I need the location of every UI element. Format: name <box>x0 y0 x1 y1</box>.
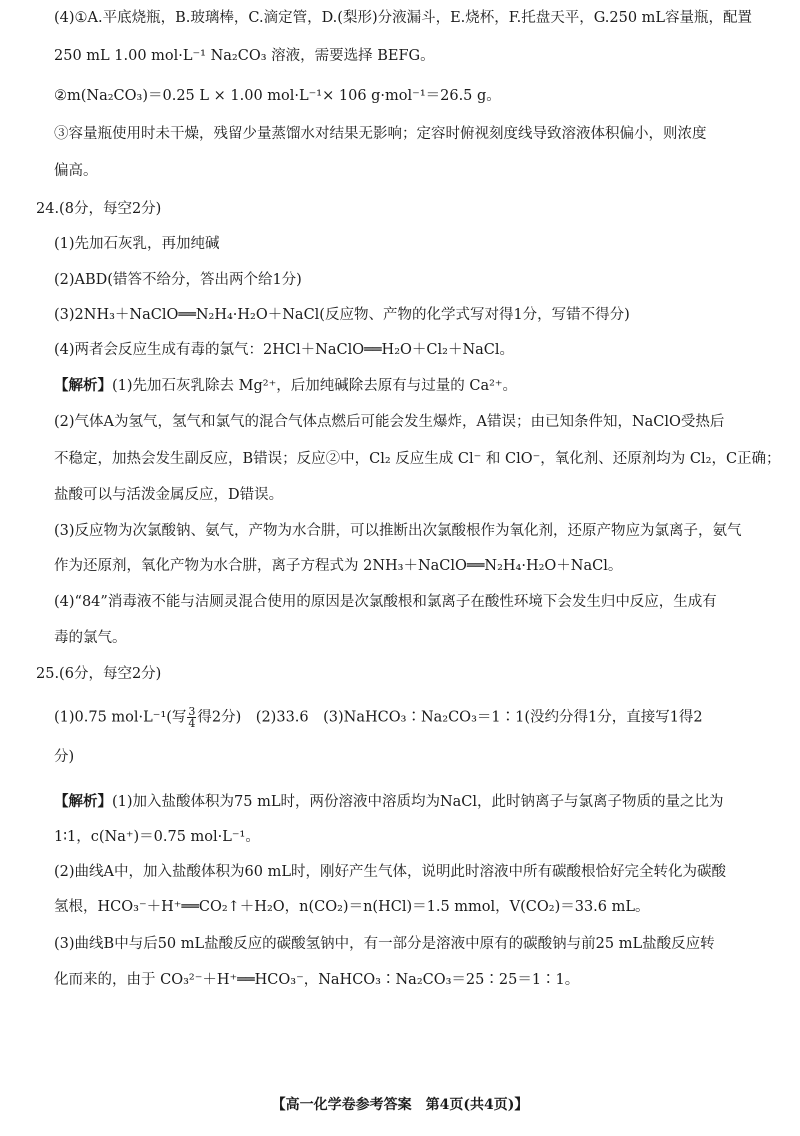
q23-p4-line1: (4)①A.平底烧瓶，B.玻璃棒，C.滴定管，D.(梨形)分液漏斗，E.烧杯，F.托盘天平，G.250 mL容量瓶，配置 <box>54 10 753 26</box>
q24-analysis-4a: (4)“84”消毒液不能与洁厕灵混合使用的原因是次氯酸根和氯离子在酸性环境下会发生归中反应，生成有 <box>54 594 717 610</box>
q25-analysis-3a: (3)曲线B中与后50 mL盐酸反应的碳酸氢钠中，有一部分是溶液中原有的碳酸钠与前25 mL盐酸反应转 <box>54 936 715 952</box>
analysis-tag: 【解析】 <box>54 377 112 394</box>
fraction-numerator: 3 <box>188 705 196 718</box>
fraction-denominator: 4 <box>188 717 196 730</box>
q23-p4-mass: ②m(Na₂CO₃)＝0.25 L × 1.00 mol·L⁻¹× 106 g·mol⁻¹＝26.5 g。 <box>54 88 501 104</box>
q25-analysis-1a-text: (1)加入盐酸体积为75 mL时，两份溶液中溶质均为NaCl，此时钠离子与氯离子物质的量之比为 <box>112 794 724 810</box>
q24-analysis-3b: 作为还原剂，氧化产物为水合肼，离子方程式为 2NH₃＋NaClO══N₂H₄·H₂O＋NaCl。 <box>54 558 623 574</box>
q25-analysis-1b: 1∶1，c(Na⁺)＝0.75 mol·L⁻¹。 <box>54 829 260 845</box>
q25-answers <box>54 706 703 729</box>
q25-header: 25.(6分，每空2分) <box>36 666 162 682</box>
q24-analysis-3a: (3)反应物为次氯酸钠、氨气，产物为水合肼，可以推断出次氯酸根作为氧化剂，还原产物应为氯离子，氨气 <box>54 523 742 539</box>
q23-p4-analysis1: ③容量瓶使用时未干燥，残留少量蒸馏水对结果无影响；定容时俯视刻度线导致溶液体积偏小，则浓度 <box>54 126 707 142</box>
q24-analysis-1 <box>54 376 517 396</box>
q24-analysis-2c: 盐酸可以与活泼金属反应，D错误。 <box>54 487 284 503</box>
q24-analysis-2a: (2)气体A为氢气，氢气和氯气的混合气体点燃后可能会发生爆炸，A错误；由已知条件知，NaClO受热后 <box>54 414 725 430</box>
q25-answer-pre: (1)0.75 mol·L⁻¹(写 <box>54 709 187 726</box>
q23-p4-line2: 250 mL 1.00 mol·L⁻¹ Na₂CO₃ 溶液，需要选择 BEFG。 <box>54 48 435 64</box>
q25-analysis-2a: (2)曲线A中，加入盐酸体积为60 mL时，刚好产生气体，说明此时溶液中所有碳酸根恰好完全转化为碳酸 <box>54 864 726 880</box>
q24-analysis-2b: 不稳定，加热会发生副反应，B错误；反应②中，Cl₂ 反应生成 Cl⁻ 和 ClO⁻，氧化剂、还原剂均为 Cl₂，C正确； <box>54 451 781 467</box>
page-footer: 【高一化学卷参考答案 第4页(共4页)】 <box>271 1097 529 1113</box>
fraction <box>187 706 196 729</box>
q25-analysis-3b: 化而来的，由于 CO₃²⁻＋H⁺══HCO₃⁻，NaHCO₃∶Na₂CO₃＝25∶25＝1∶1。 <box>54 972 580 988</box>
q25-analysis-1a <box>54 792 724 812</box>
q24-answer-4: (4)两者会反应生成有毒的氯气：2HCl＋NaClO══H₂O＋Cl₂＋NaCl。 <box>54 342 515 358</box>
q24-header: 24.(8分，每空2分) <box>36 201 162 217</box>
q23-p4-analysis2: 偏高。 <box>54 163 98 179</box>
analysis-tag: 【解析】 <box>54 793 112 810</box>
q24-analysis-1-text: (1)先加石灰乳除去 Mg²⁺，后加纯碱除去原有与过量的 Ca²⁺。 <box>112 378 518 394</box>
q24-answer-2: (2)ABD(错答不给分，答出两个给1分) <box>54 272 302 288</box>
q24-analysis-4b: 毒的氯气。 <box>54 630 127 646</box>
q24-answer-1: (1)先加石灰乳，再加纯碱 <box>54 236 220 252</box>
q25-analysis-2b: 氢根，HCO₃⁻＋H⁺══CO₂↑＋H₂O，n(CO₂)＝n(HCl)＝1.5 mmol，V(CO₂)＝33.6 mL。 <box>54 899 650 915</box>
q24-answer-3: (3)2NH₃＋NaClO══N₂H₄·H₂O＋NaCl(反应物、产物的化学式写对得1分，写错不得分) <box>54 307 630 323</box>
q25-answer-end: 分) <box>54 749 75 765</box>
q25-answer-post: 得2分) (2)33.6 (3)NaHCO₃∶Na₂CO₃＝1∶1(没约分得1分，直接写1得2 <box>197 709 703 726</box>
